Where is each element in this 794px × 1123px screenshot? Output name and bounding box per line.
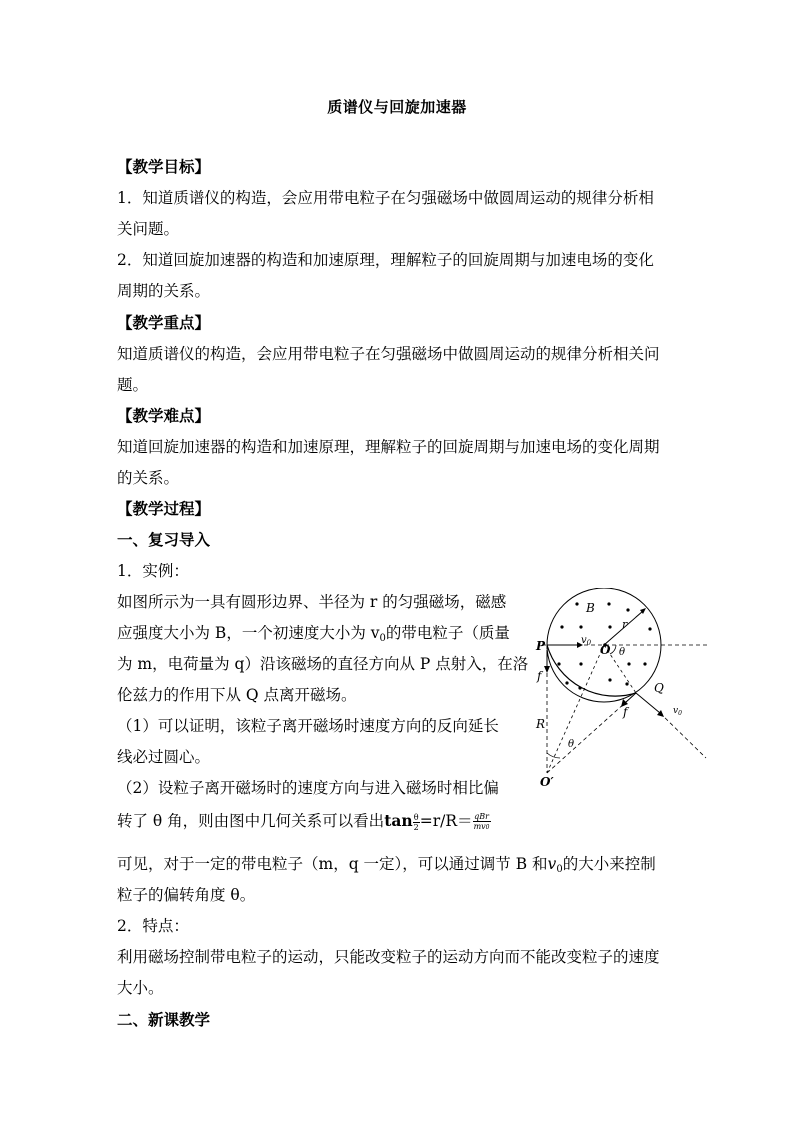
label-theta-top: θ xyxy=(619,647,626,658)
fraction-den-text: mv xyxy=(473,822,486,831)
half-theta-den: 2 xyxy=(413,822,419,832)
v0-subscript: 0 xyxy=(379,633,386,644)
label-O: O xyxy=(600,643,611,657)
section-1-heading: 一、复习导入 xyxy=(117,530,211,549)
qbr-fraction xyxy=(473,812,491,832)
goal-1-line-1: 1．知道质谱仪的构造，会应用带电粒子在匀强磁场中做圆周运动的规律分析相 xyxy=(117,189,654,207)
fraction-den-sub: 0 xyxy=(485,824,490,831)
section-2-heading: 二、新课教学 xyxy=(117,1010,211,1029)
goal-2-line-2: 周期的关系。 xyxy=(117,282,211,300)
conclusion-v: v xyxy=(547,855,557,873)
conclusion-line-2: 粒子的偏转角度 θ。 xyxy=(117,886,256,904)
difficulty-line-1: 知道回旋加速器的构造和加速原理，理解粒子的回旋周期与加速电场的变化周期 xyxy=(117,438,660,456)
feature-label: 2．特点： xyxy=(117,917,189,935)
example-line-2 xyxy=(117,622,510,650)
conclusion-line-1 xyxy=(117,853,656,881)
goal-1-line-2: 关问题。 xyxy=(117,220,180,238)
label-f-right: f xyxy=(623,705,628,719)
feature-line-2: 大小。 xyxy=(117,979,164,997)
goal-2-line-1: 2．知道回旋加速器的构造和加速原理，理解粒子的回旋周期与加速电场的变化 xyxy=(117,251,654,269)
force-arrow-left xyxy=(544,666,550,673)
fraction-numerator: qBr xyxy=(474,812,489,821)
label-r: r xyxy=(622,618,628,631)
key-line-1: 知道质谱仪的构造，会应用带电粒子在匀强磁场中做圆周运动的规律分析相关问 xyxy=(117,345,660,363)
equation-middle: =r/R＝ xyxy=(419,812,473,830)
point-2-text: 转了 θ 角，则由图中几何关系可以看出 xyxy=(117,812,385,830)
point-2-line-1: （2）设粒子离开磁场时的速度方向与进入磁场时相比偏 xyxy=(117,779,499,797)
goals-heading: 【教学目标】 xyxy=(117,157,211,176)
difficulty-line-2: 的关系。 xyxy=(117,469,180,487)
example-line-4: 伦兹力的作用下从 Q 点离开磁场。 xyxy=(117,686,357,704)
feature-line-1: 利用磁场控制带电粒子的运动，只能改变粒子的运动方向而不能改变粒子的速度 xyxy=(117,948,660,966)
example-line-2-text: 应强度大小为 B，一个初速度大小为 v xyxy=(117,624,380,642)
label-R: R xyxy=(536,717,546,731)
label-B: B xyxy=(586,601,595,615)
example-line-2-end: 的带电粒子（质量 xyxy=(385,624,510,642)
label-v0: $v_0$ xyxy=(581,635,592,647)
point-2-line-2 xyxy=(117,810,491,832)
difficulty-heading: 【教学难点】 xyxy=(117,406,211,425)
process-heading: 【教学过程】 xyxy=(117,499,211,518)
conclusion-v-sub: 0 xyxy=(556,864,563,875)
label-Q: Q xyxy=(654,681,664,695)
half-theta-fraction xyxy=(413,813,420,832)
tan-word: tan xyxy=(384,811,413,830)
key-heading: 【教学重点】 xyxy=(117,313,211,332)
fraction-denominator xyxy=(473,822,491,832)
label-v0-out: $v_0$ xyxy=(673,706,682,717)
point-1-line-2: 线必过圆心。 xyxy=(117,748,211,766)
example-label: 1．实例： xyxy=(117,562,189,580)
example-line-1: 如图所示为一具有圆形边界、半径为 r 的匀强磁场，磁感 xyxy=(117,593,507,611)
label-f-left: f xyxy=(537,669,542,683)
label-P: P xyxy=(536,639,546,653)
example-line-3: 为 m，电荷量为 q）沿该磁场的直径方向从 P 点射入，在洛 xyxy=(117,655,529,673)
conclusion-text: 可见，对于一定的带电粒子（m，q 一定），可以通过调节 B 和 xyxy=(117,855,548,873)
label-O-prime: O′ xyxy=(540,775,554,789)
page-title: 质谱仪与回旋加速器 xyxy=(327,98,467,116)
point-1-line-1: （1）可以证明，该粒子离开磁场时速度方向的反向延长 xyxy=(117,717,499,735)
conclusion-text-end: 的大小来控制 xyxy=(562,855,656,873)
half-theta-num: θ xyxy=(413,812,419,822)
magnetic-field-diagram xyxy=(530,588,710,798)
key-line-2: 题。 xyxy=(117,376,149,394)
label-theta-bottom: θ xyxy=(568,739,575,750)
